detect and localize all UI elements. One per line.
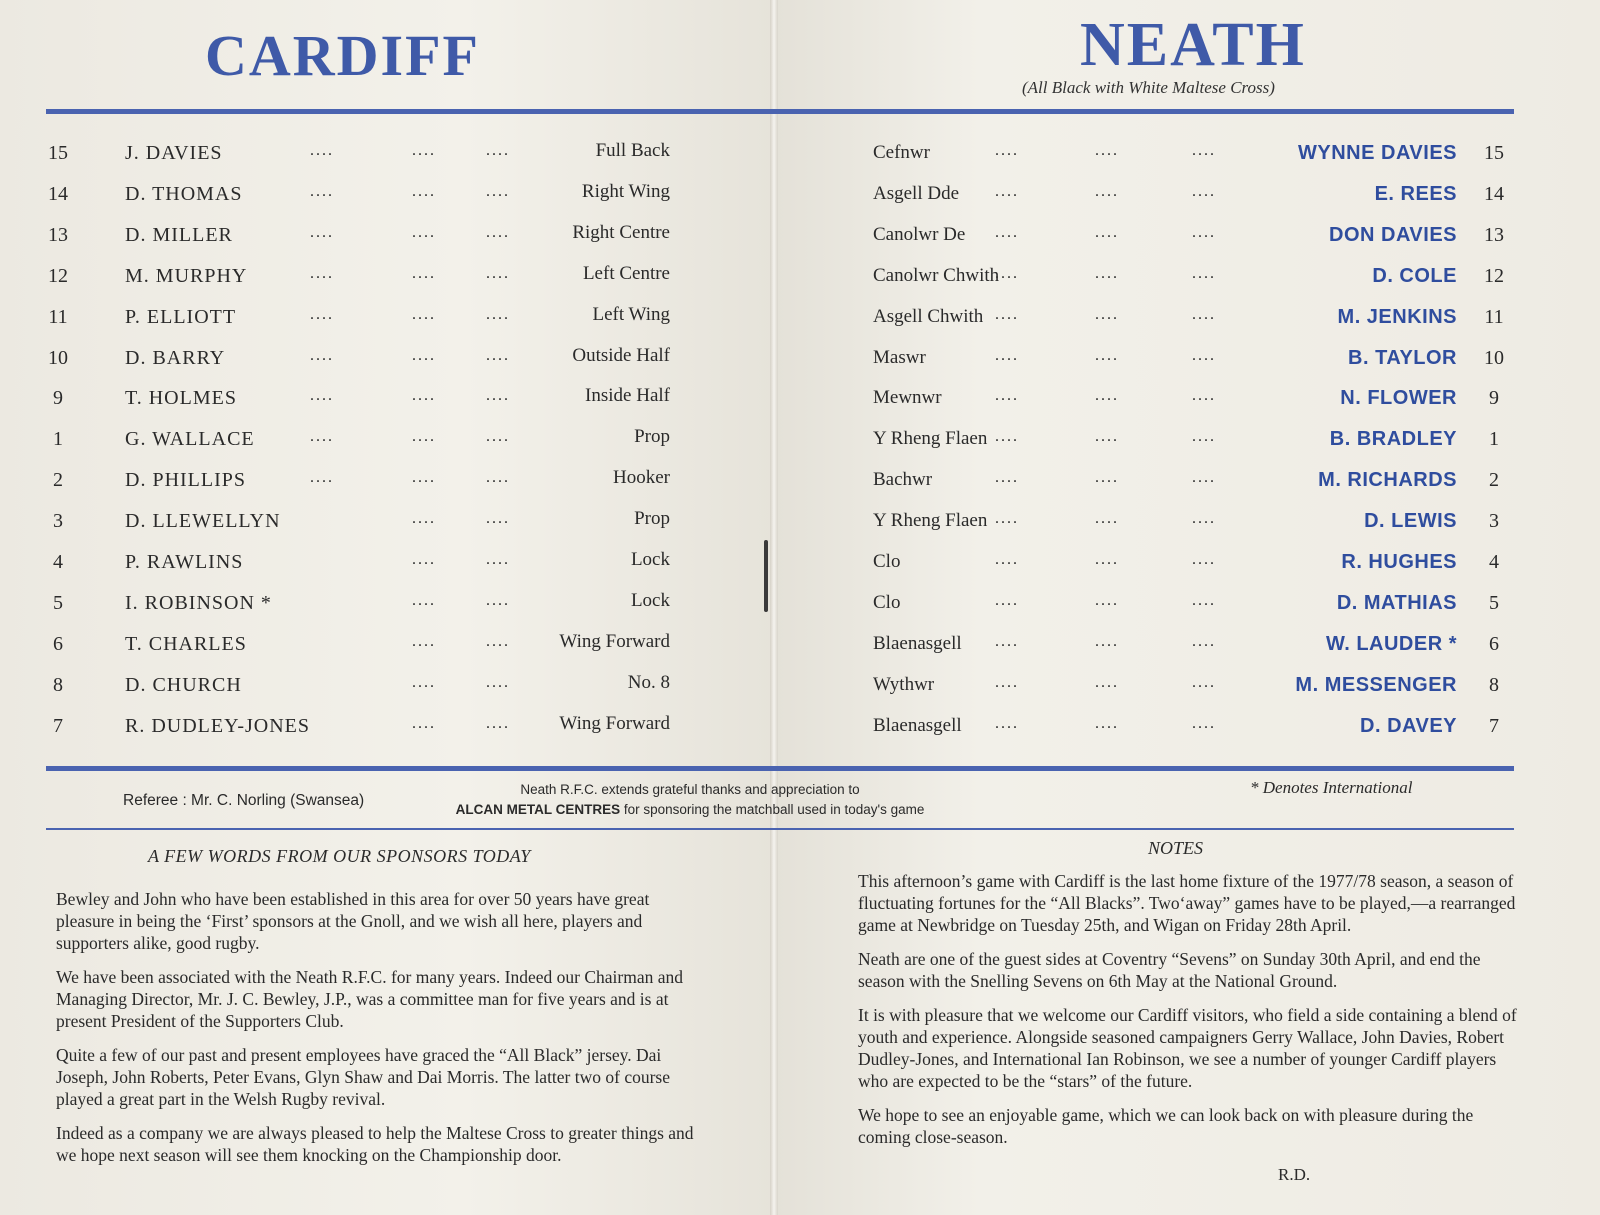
player-name: B. TAYLOR <box>1348 346 1457 369</box>
dotted-leader: .... <box>995 142 1019 159</box>
dotted-leader: .... <box>486 223 510 241</box>
cardiff-title: CARDIFF <box>205 23 480 88</box>
table-row <box>0 387 1600 417</box>
dotted-leader: .... <box>995 510 1019 528</box>
dotted-leader: .... <box>412 223 436 241</box>
dotted-leader: .... <box>1192 182 1216 200</box>
dotted-leader: .... <box>486 551 510 568</box>
paragraph: Neath are one of the guest sides at Coventry “Sevens” on Sunday 30th April, and end the season with the Snelling Sevens on 6th May at the National Ground. <box>858 949 1481 991</box>
dotted-leader: .... <box>1095 632 1119 650</box>
player-name: T. HOLMES <box>125 387 237 410</box>
dotted-leader: .... <box>1095 428 1119 446</box>
player-name: M. MURPHY <box>125 264 248 287</box>
player-number: 7 <box>1489 714 1499 737</box>
dotted-leader: .... <box>412 142 436 159</box>
dotted-leader: .... <box>1095 182 1119 200</box>
player-number: 3 <box>53 510 63 533</box>
paragraph: Indeed as a company we are always pleased to help the Maltese Cross to greater things and we hope next season will see them knocking on the Championship door. <box>56 1123 694 1165</box>
dotted-leader: .... <box>1095 305 1119 323</box>
dotted-leader: .... <box>486 469 510 487</box>
player-name: M. RICHARDS <box>1318 469 1457 492</box>
player-number: 1 <box>53 428 63 451</box>
dotted-leader: .... <box>486 305 510 323</box>
player-name: DON DAVIES <box>1329 223 1457 246</box>
dotted-leader: .... <box>995 305 1019 323</box>
player-number: 4 <box>53 551 63 573</box>
dotted-leader: .... <box>1095 142 1119 159</box>
dotted-leader: .... <box>1095 264 1119 282</box>
dotted-leader: .... <box>486 714 510 732</box>
player-position: Hooker <box>613 467 670 489</box>
player-name: T. CHARLES <box>125 632 247 655</box>
dotted-leader: .... <box>412 264 436 282</box>
dotted-leader: .... <box>412 551 436 568</box>
dotted-leader: .... <box>412 305 436 323</box>
dotted-leader: .... <box>412 428 436 446</box>
player-number: 4 <box>1489 551 1499 573</box>
dotted-leader: .... <box>412 673 436 691</box>
notes-heading: NOTES <box>1148 838 1204 858</box>
player-number: 10 <box>1484 346 1504 369</box>
paragraph: We have been associated with the Neath R.F.C. for many years. Indeed our Chairman and Managing Director, Mr. J. C. Bewley, J.P., was a committee man for five years and is at present President of the Supporters Club. <box>56 967 683 1031</box>
dotted-leader: .... <box>486 182 510 200</box>
dotted-leader: .... <box>486 510 510 528</box>
player-position: Wing Forward <box>559 630 670 652</box>
dotted-leader: .... <box>995 591 1019 609</box>
player-number: 5 <box>53 591 63 614</box>
dotted-leader: .... <box>310 182 334 200</box>
player-number: 10 <box>48 346 68 369</box>
dotted-leader: .... <box>486 632 510 650</box>
dotted-leader: .... <box>412 632 436 650</box>
welsh-position: Bachwr <box>873 469 933 491</box>
dotted-leader: .... <box>1095 223 1119 241</box>
dotted-leader: .... <box>995 673 1019 691</box>
paragraph: It is with pleasure that we welcome our Cardiff visitors, who field a side containing a blend of youth and experience. Alongside seasoned campaigners Gerry Wallace, John Davies, Robert Dudley-Jones, and International Ian Robinson, we see a number of younger Cardiff players who are expected to be the “stars” of the future. <box>858 1005 1517 1091</box>
table-row <box>0 510 1600 540</box>
dotted-leader: .... <box>995 223 1019 241</box>
table-row <box>0 303 1600 336</box>
dotted-leader: .... <box>1192 591 1216 609</box>
paragraph: We hope to see an enjoyable game, which we can look back on with pleasure during the coming close-season. <box>858 1105 1474 1147</box>
dotted-leader: .... <box>412 346 436 364</box>
player-name: D. THOMAS <box>125 182 243 205</box>
player-name: D. DAVEY <box>1360 714 1457 737</box>
player-position: Lock <box>630 549 670 570</box>
dotted-leader: .... <box>995 632 1019 650</box>
player-name: R. DUDLEY-JONES <box>125 714 310 737</box>
dotted-leader: .... <box>412 714 436 732</box>
neath-title: NEATH <box>1080 11 1306 79</box>
player-position: Inside Half <box>585 385 670 407</box>
player-number: 14 <box>1484 182 1504 205</box>
player-number: 6 <box>53 632 63 655</box>
player-name: W. LAUDER * <box>1325 632 1457 655</box>
player-number: 9 <box>53 387 63 410</box>
dotted-leader: .... <box>486 142 510 159</box>
dotted-leader: .... <box>1192 428 1216 446</box>
dotted-leader: .... <box>1192 223 1216 241</box>
referee: Referee : Mr. C. Norling (Swansea) <box>123 792 365 809</box>
player-number: 13 <box>1484 223 1504 246</box>
dotted-leader: .... <box>995 182 1019 200</box>
player-position: Right Wing <box>581 180 670 202</box>
dotted-leader: .... <box>310 264 334 282</box>
dotted-leader: .... <box>310 223 334 241</box>
player-name: B. BRADLEY <box>1329 428 1457 451</box>
sponsor-thanks <box>420 780 960 820</box>
sponsors-text <box>56 888 704 1178</box>
player-position: Outside Half <box>572 344 670 366</box>
dotted-leader: .... <box>486 346 510 364</box>
player-number: 8 <box>53 673 63 696</box>
table-row <box>0 589 1600 622</box>
player-number: 14 <box>48 182 68 205</box>
dotted-leader: .... <box>995 387 1019 405</box>
dotted-leader: .... <box>310 387 334 405</box>
player-name: D. PHILLIPS <box>125 469 247 492</box>
player-number: 11 <box>1484 305 1504 328</box>
welsh-position: Clo <box>873 591 901 613</box>
player-name: G. WALLACE <box>125 428 255 451</box>
player-number: 15 <box>1484 142 1504 164</box>
table-row <box>0 469 1600 499</box>
divider-rule <box>46 828 1514 830</box>
player-name: N. FLOWER <box>1340 387 1457 410</box>
player-number: 12 <box>1484 264 1504 287</box>
dotted-leader: .... <box>1192 673 1216 691</box>
dotted-leader: .... <box>1192 551 1216 568</box>
player-name: J. DAVIES <box>125 142 223 164</box>
dotted-leader: .... <box>1192 387 1216 405</box>
welsh-position: Y Rheng Flaen <box>873 510 988 532</box>
player-number: 9 <box>1489 387 1499 410</box>
table-row <box>0 221 1600 254</box>
player-position: Left Wing <box>592 303 670 325</box>
top-rule <box>46 109 1514 114</box>
table-row <box>0 142 1600 172</box>
player-number: 8 <box>1489 673 1499 696</box>
player-name: WYNNE DAVIES <box>1298 142 1457 164</box>
paragraph: Quite a few of our past and present employees have graced the “All Black” jersey. Dai Joseph, John Roberts, Peter Evans, Glyn Shaw and Dai Morris. The latter two of course played a great part in the Welsh Rugby revival. <box>56 1045 671 1109</box>
table-row <box>0 180 1600 213</box>
player-position: Wing Forward <box>559 712 670 734</box>
sponsor-name: ALCAN METAL CENTRES <box>455 802 621 817</box>
sponsors-heading: A FEW WORDS FROM OUR SPONSORS TODAY <box>148 846 531 866</box>
player-number: 6 <box>1489 632 1499 655</box>
paragraph: This afternoon’s game with Cardiff is the last home fixture of the 1977/78 season, a season of fluctuating fortunes for the “All Blacks”. Two‘away” games have to be played,—a rearranged game at Newbridge on Tuesday 25th, and Wigan on Friday 28th April. <box>858 871 1516 935</box>
player-name: D. MATHIAS <box>1336 591 1457 614</box>
neath-subtitle: (All Black with White Maltese Cross) <box>1022 78 1275 97</box>
dotted-leader: .... <box>1192 632 1216 650</box>
welsh-position: Asgell Dde <box>873 182 960 204</box>
dotted-leader: .... <box>486 428 510 446</box>
welsh-position: Asgell Chwith <box>873 305 984 327</box>
welsh-position: Clo <box>873 551 901 572</box>
bottom-rule <box>46 766 1514 771</box>
dotted-leader: .... <box>486 591 510 609</box>
player-position: Right Centre <box>572 221 670 243</box>
dotted-leader: .... <box>412 182 436 200</box>
welsh-position: Canolwr Chwith <box>873 264 1000 286</box>
dotted-leader: .... <box>310 142 334 159</box>
table-row <box>0 344 1600 377</box>
player-name: D. COLE <box>1372 264 1457 287</box>
international-note: * Denotes International <box>1250 778 1413 797</box>
player-name: D. BARRY <box>125 346 226 369</box>
welsh-position: Y Rheng Flaen <box>873 428 988 450</box>
dotted-leader: .... <box>1192 142 1216 159</box>
player-position: Prop <box>634 508 670 530</box>
dotted-leader: .... <box>1095 591 1119 609</box>
player-number: 2 <box>53 469 63 492</box>
table-row <box>0 671 1600 704</box>
dotted-leader: .... <box>995 714 1019 732</box>
welsh-position: Wythwr <box>873 673 935 695</box>
dotted-leader: .... <box>1095 469 1119 487</box>
player-name: R. HUGHES <box>1341 551 1457 573</box>
player-number: 12 <box>48 264 68 287</box>
dotted-leader: .... <box>486 264 510 282</box>
dotted-leader: .... <box>1192 305 1216 323</box>
thanks-line-2 <box>420 800 960 820</box>
dotted-leader: .... <box>1095 510 1119 528</box>
dotted-leader: .... <box>310 428 334 446</box>
player-name: E. REES <box>1374 182 1457 205</box>
dotted-leader: .... <box>310 305 334 323</box>
dotted-leader: .... <box>412 510 436 528</box>
player-number: 15 <box>48 142 68 164</box>
notes-signature: R.D. <box>1278 1165 1311 1184</box>
dotted-leader: .... <box>1192 510 1216 528</box>
player-name: D. MILLER <box>125 223 233 246</box>
player-position: Full Back <box>595 140 670 161</box>
dotted-leader: .... <box>1095 551 1119 568</box>
player-number: 3 <box>1489 510 1499 533</box>
welsh-position: Cefnwr <box>873 142 930 163</box>
dotted-leader: .... <box>995 264 1019 282</box>
player-number: 11 <box>48 305 68 328</box>
dotted-leader: .... <box>486 387 510 405</box>
dotted-leader: .... <box>1192 469 1216 487</box>
dotted-leader: .... <box>412 469 436 487</box>
player-name: D. LLEWELLYN <box>125 510 281 533</box>
player-name: M. MESSENGER <box>1295 673 1457 696</box>
player-position: Left Centre <box>582 262 670 284</box>
dotted-leader: .... <box>1095 714 1119 732</box>
player-position: Prop <box>634 426 670 448</box>
dotted-leader: .... <box>995 428 1019 446</box>
table-row <box>0 428 1600 458</box>
player-number: 13 <box>48 223 68 246</box>
dotted-leader: .... <box>486 673 510 691</box>
table-row <box>0 262 1600 295</box>
dotted-leader: .... <box>1192 264 1216 282</box>
player-name: P. RAWLINS <box>125 551 244 573</box>
player-position: No. 8 <box>627 671 670 693</box>
paragraph: Bewley and John who have been established in this area for over 50 years have great pleasure in being the ‘First’ sponsors at the Gnoll, and we wish all here, players and supporters alike, good rugby. <box>56 889 650 953</box>
player-position: Lock <box>630 589 670 611</box>
dotted-leader: .... <box>1095 346 1119 364</box>
welsh-position: Mewnwr <box>873 387 942 409</box>
dotted-leader: .... <box>1192 346 1216 364</box>
player-name: M. JENKINS <box>1337 305 1457 328</box>
welsh-position: Blaenasgell <box>873 714 962 736</box>
dotted-leader: .... <box>995 551 1019 568</box>
welsh-position: Maswr <box>873 346 926 368</box>
dotted-leader: .... <box>412 387 436 405</box>
player-name: D. LEWIS <box>1364 510 1457 533</box>
player-number: 2 <box>1489 469 1499 492</box>
table-row <box>0 630 1600 663</box>
table-row <box>0 551 1600 581</box>
dotted-leader: .... <box>310 469 334 487</box>
dotted-leader: .... <box>995 346 1019 364</box>
dotted-leader: .... <box>995 469 1019 487</box>
welsh-position: Canolwr De <box>873 223 966 245</box>
player-number: 7 <box>53 714 63 737</box>
player-name: P. ELLIOTT <box>125 305 237 328</box>
table-row <box>0 712 1600 745</box>
thanks-line-2-rest: for sponsoring the matchball used in today's game <box>620 802 925 817</box>
dotted-leader: .... <box>412 591 436 609</box>
dotted-leader: .... <box>310 346 334 364</box>
notes-text <box>858 870 1518 1160</box>
player-number: 1 <box>1489 428 1499 451</box>
thanks-line-1: Neath R.F.C. extends grateful thanks and appreciation to <box>520 782 860 797</box>
welsh-position: Blaenasgell <box>873 632 962 654</box>
player-number: 5 <box>1489 591 1499 614</box>
dotted-leader: .... <box>1192 714 1216 732</box>
player-name: D. CHURCH <box>125 673 242 696</box>
dotted-leader: .... <box>1095 387 1119 405</box>
dotted-leader: .... <box>1095 673 1119 691</box>
player-name: I. ROBINSON * <box>125 591 272 614</box>
